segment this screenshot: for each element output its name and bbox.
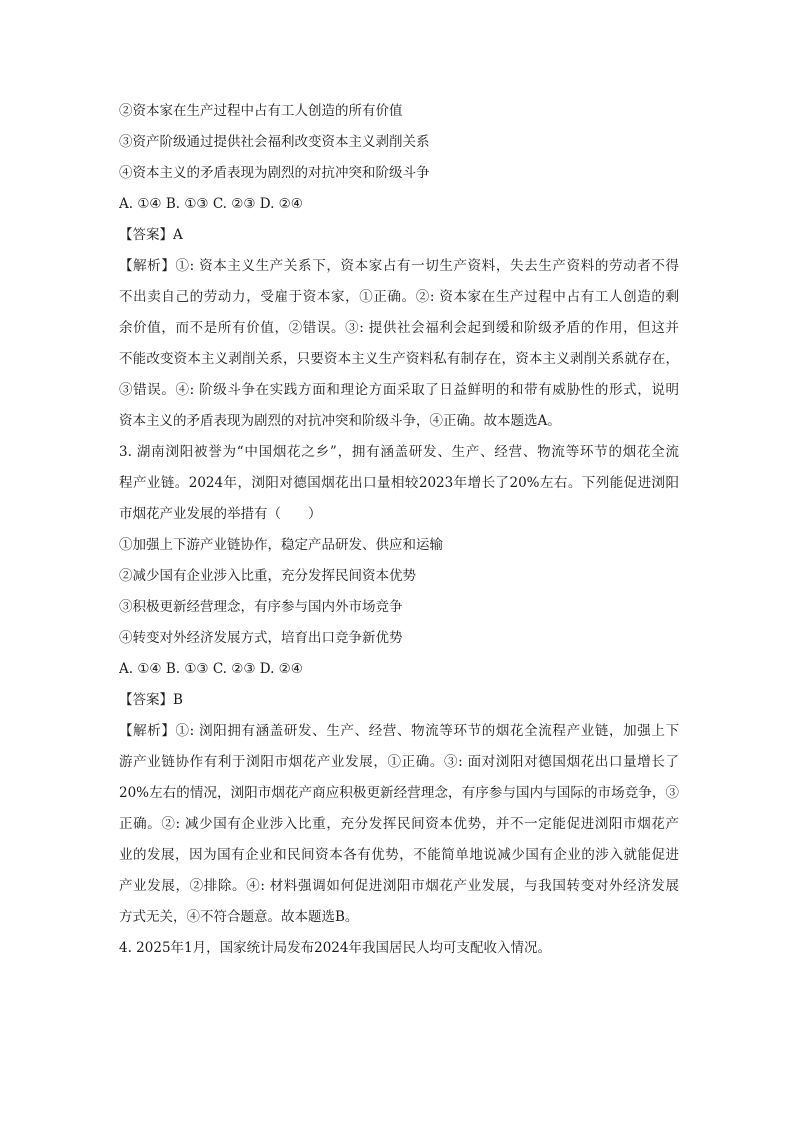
q3-option-1: ①加强上下游产业链协作，稳定产品研发、供应和运输 xyxy=(119,537,443,553)
q2-analysis-line: 不能改变资本主义剥削关系，只要资本主义生产资料私有制存在，资本主义剥削关系就存在， xyxy=(119,351,679,367)
q2-choices: A. ①④ B. ①③ C. ②③ D. ②④ xyxy=(119,196,303,212)
q3-option-3: ③积极更新经营理念，有序参与国内外市场竞争 xyxy=(119,599,403,615)
q3-analysis-line: 【解析】①: 浏阳拥有涵盖研发、生产、经营、物流等环节的烟花全流程产业链，加强上下 xyxy=(119,723,679,739)
q2-analysis-line: ③错误。④: 阶级斗争在实践方面和理论方面采取了日益鲜明的和带有威胁性的形式，说明 xyxy=(119,382,679,398)
q2-analysis-line: 资本主义的矛盾表现为剧烈的对抗冲突和阶级斗争，④正确。故本题选A。 xyxy=(119,413,561,429)
q3-analysis-line: 产业发展，②排除。④: 材料强调如何促进浏阳市烟花产业发展，与我国转变对外经济发展 xyxy=(119,878,679,894)
q2-analysis-line: 不出卖自己的劳动力，受雇于资本家，①正确。②: 资本家在生产过程中占有工人创造的剩 xyxy=(119,289,679,305)
q3-choices: A. ①④ B. ①③ C. ②③ D. ②④ xyxy=(119,661,303,677)
q3-option-2: ②减少国有企业涉入比重，充分发挥民间资本优势 xyxy=(119,568,416,584)
q3-analysis-line: 游产业链协作有利于浏阳市烟花产业发展，①正确。③: 面对浏阳对德国烟花出口量增长了 xyxy=(119,754,679,770)
q2-option-4: ④资本主义的矛盾表现为剧烈的对抗冲突和阶级斗争 xyxy=(119,165,430,181)
q2-analysis-line: 余价值，而不是所有价值，②错误。③: 提供社会福利会起到缓和阶级矛盾的作用，但这并 xyxy=(119,320,679,336)
q3-stem-line: 市烟花产业发展的举措有（ ） xyxy=(119,506,322,522)
q2-option-3: ③资产阶级通过提供社会福利改变资本主义剥削关系 xyxy=(119,134,430,150)
q3-analysis-line: 20%左右的情况，浏阳市烟花产商应积极更新经营理念，有序参与国内与国际的市场竞争，③ xyxy=(119,785,679,801)
q3-stem-line: 程产业链。2024年，浏阳对德国烟花出口量相较2023年增长了20%左右。下列能促进浏阳 xyxy=(119,475,679,491)
q4-stem: 4. 2025年1月，国家统计局发布2024年我国居民人均可支配收入情况。 xyxy=(119,940,551,956)
q3-analysis-line: 业的发展，因为国有企业和民间资本各有优势，不能简单地说减少国有企业的涉入就能促进 xyxy=(119,847,679,863)
q3-option-4: ④转变对外经济发展方式，培育出口竞争新优势 xyxy=(119,630,403,646)
q2-analysis-line: 【解析】①: 资本主义生产关系下，资本家占有一切生产资料，失去生产资料的劳动者不得 xyxy=(119,258,679,274)
q2-option-2: ②资本家在生产过程中占有工人创造的所有价值 xyxy=(119,103,403,119)
q2-answer: 【答案】A xyxy=(119,227,183,243)
q3-analysis-line: 正确。②: 减少国有企业涉入比重，充分发挥民间资本优势，并不一定能促进浏阳市烟花产 xyxy=(119,816,679,832)
q3-analysis-line: 方式无关，④不符合题意。故本题选B。 xyxy=(119,909,359,925)
q3-answer: 【答案】B xyxy=(119,692,183,708)
q3-stem-line: 3. 湖南浏阳被誉为“中国烟花之乡”，拥有涵盖研发、生产、经营、物流等环节的烟花全流 xyxy=(119,444,679,460)
